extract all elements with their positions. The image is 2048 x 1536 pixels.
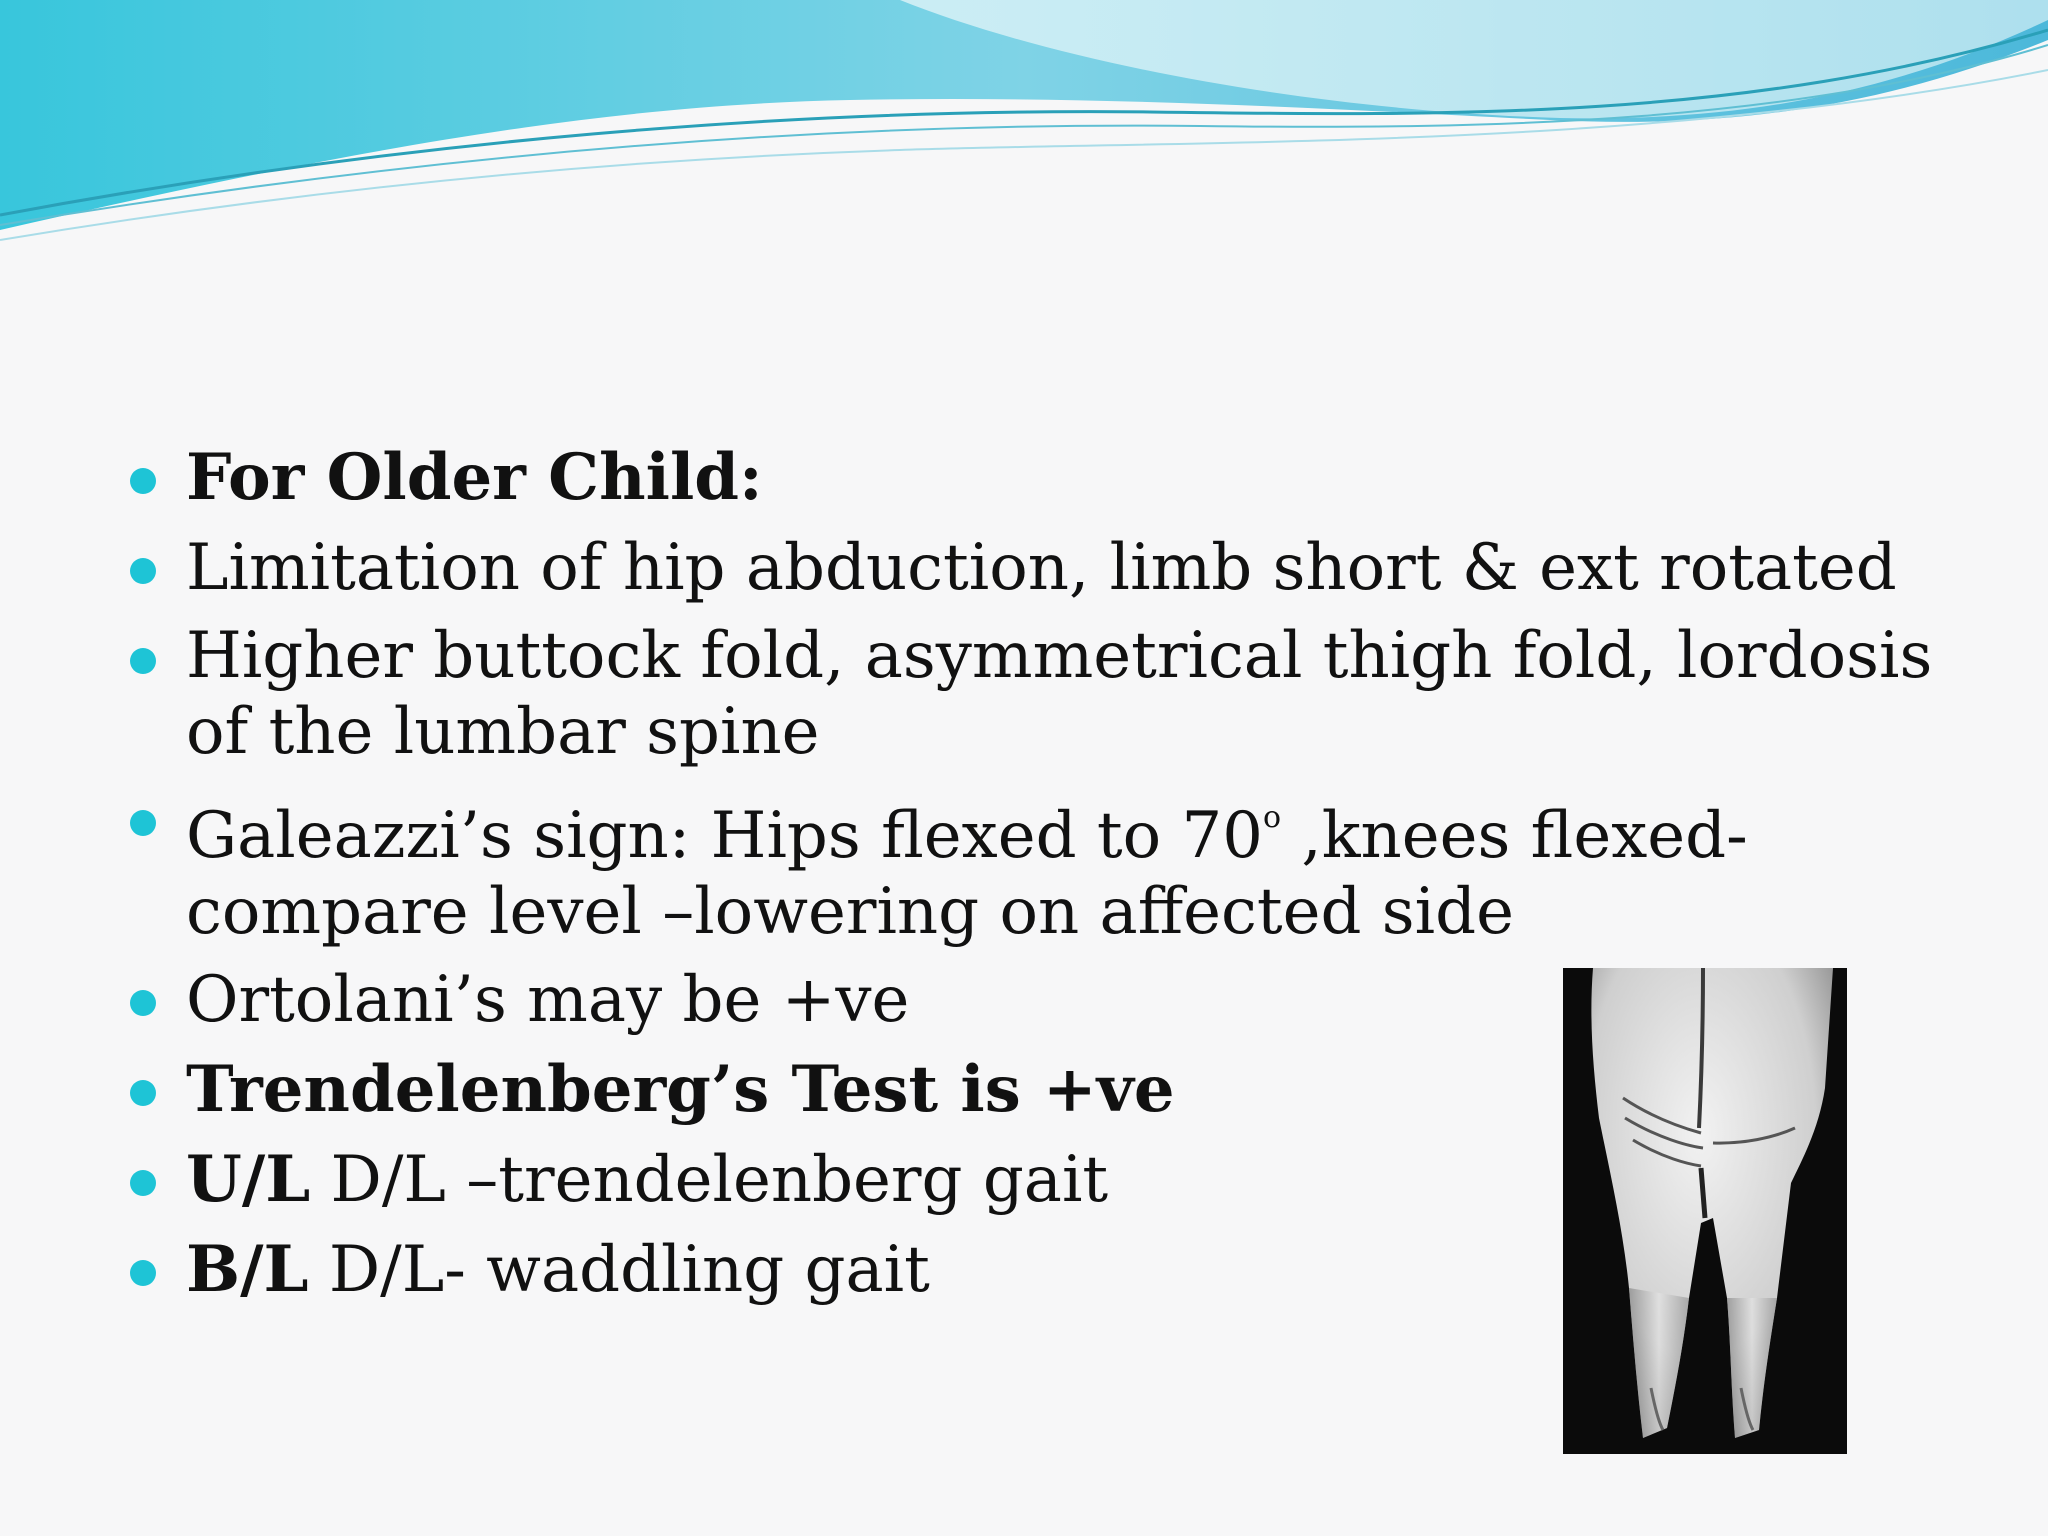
bullet-item xyxy=(130,528,1950,608)
bullet-bold-prefix: B/L xyxy=(186,1232,309,1307)
bullet-text: Higher buttock fold, asymmetrical thigh fold, lordosis of the lumbar spine xyxy=(186,619,1933,769)
header-wave-decoration xyxy=(0,0,2048,260)
bullet-text: Trendelenberg’s Test is +ve xyxy=(186,1052,1175,1127)
bullet-text: Limitation of hip abduction, limb short & ext rotated xyxy=(186,531,1897,605)
clinical-photo xyxy=(1563,968,1847,1454)
bullet-item xyxy=(130,438,1950,518)
bullet-item xyxy=(130,780,1950,950)
bullet-item xyxy=(130,618,1950,770)
bullet-text: Galeazzi’s sign: Hips flexed to 70 xyxy=(186,799,1263,873)
bullet-text: ,knees flexed-compare level –lowering on affected side xyxy=(186,799,1748,949)
bullet-text: D/L- waddling gait xyxy=(308,1233,930,1307)
bullet-text: D/L –trendelenberg gait xyxy=(310,1143,1109,1217)
bullet-text: For Older Child: xyxy=(186,440,763,515)
bullet-bold-prefix: U/L xyxy=(186,1142,311,1217)
buttocks-legs-illustration xyxy=(1563,968,1847,1454)
bullet-text: Ortolani’s may be +ve xyxy=(186,963,910,1037)
degree-superscript: o xyxy=(1262,800,1281,835)
